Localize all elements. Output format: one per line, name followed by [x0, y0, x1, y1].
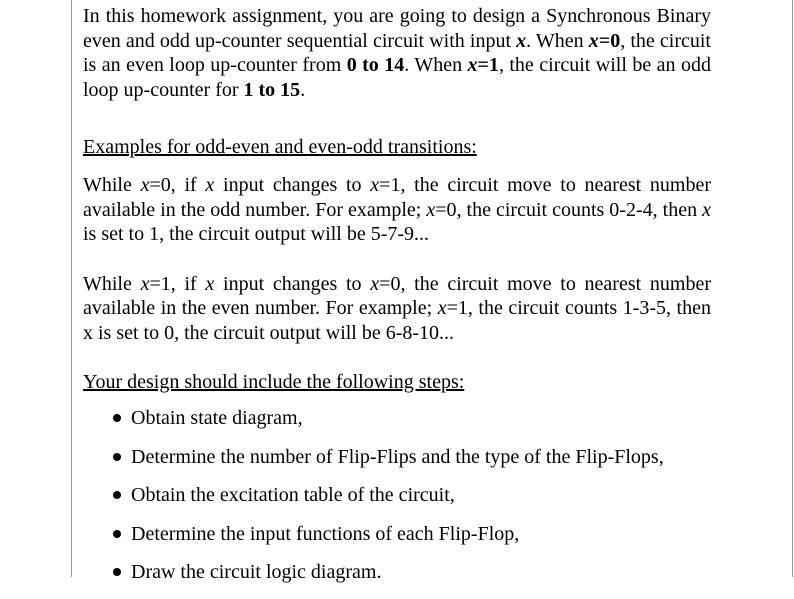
- step-text: Obtain state diagram,: [131, 407, 303, 429]
- bullet-icon: [113, 568, 121, 576]
- variable-x: x: [437, 297, 447, 319]
- odd-range: 1 to 15: [243, 78, 301, 101]
- bullet-icon: [113, 453, 121, 461]
- intro-condition: =1: [477, 54, 499, 76]
- list-item: [83, 483, 711, 507]
- example-paragraph-odd: [83, 173, 711, 247]
- intro-text: .: [300, 78, 306, 101]
- variable-x: x: [370, 174, 380, 196]
- intro-text: . When: [526, 29, 589, 52]
- example-text: =0, the circuit move to nearest number available in the even number. For example;: [83, 272, 711, 319]
- step-text: Obtain the excitation table of the circuit,: [131, 484, 455, 506]
- list-item: [83, 445, 711, 469]
- example-text: =1, if: [149, 272, 206, 295]
- variable-x: x: [205, 174, 215, 196]
- examples-heading: Examples for odd-even and even-odd transitions:: [83, 136, 477, 158]
- bullet-icon: [113, 491, 121, 499]
- list-item: [83, 522, 711, 546]
- example-text: =1, the circuit counts 1-3-5, then x is set to 0, the circuit output will be 6-8-10...: [83, 297, 711, 344]
- document-body: [83, 4, 711, 599]
- variable-x: x: [426, 198, 436, 221]
- intro-text: . When: [404, 54, 468, 76]
- list-item: [83, 560, 711, 584]
- example-text: =0, the circuit counts 0-2-4, then: [435, 198, 703, 221]
- intro-paragraph: [83, 4, 711, 102]
- variable-x: x: [140, 174, 150, 196]
- bullet-icon: [113, 530, 121, 538]
- variable-x: x: [516, 29, 527, 52]
- variable-x: x: [467, 54, 478, 76]
- example-paragraph-even: [83, 272, 711, 346]
- steps-list: [83, 406, 711, 584]
- step-text: Determine the number of Flip-Flips and the type of the Flip-Flops,: [131, 445, 664, 468]
- example-text: While: [83, 174, 141, 196]
- example-text: =0, if: [149, 174, 206, 196]
- bullet-icon: [113, 414, 121, 422]
- intro-text: , the circuit is an even loop up-counter from: [83, 29, 711, 76]
- even-range: 0 to 14: [346, 54, 405, 76]
- variable-x: x: [140, 272, 150, 295]
- variable-x: x: [370, 272, 380, 295]
- variable-x: x: [205, 272, 215, 295]
- intro-text: , the circuit will be an odd loop up-counter for: [83, 54, 711, 101]
- step-text: Determine the input functions of each Flip-Flop,: [131, 522, 520, 545]
- example-text: input changes to: [214, 174, 371, 196]
- variable-x: x: [588, 29, 599, 52]
- list-item: [83, 406, 711, 430]
- step-text: Draw the circuit logic diagram.: [131, 561, 382, 583]
- example-text: is set to 1, the circuit output will be 5-7-9...: [83, 223, 430, 245]
- example-text: While: [83, 272, 141, 295]
- intro-condition: =0: [598, 29, 621, 52]
- variable-x: x: [702, 198, 711, 221]
- example-text: =1, the circuit move to nearest number available in the odd number. For example;: [83, 174, 711, 221]
- steps-heading: Your design should include the following steps:: [83, 371, 465, 393]
- example-text: input changes to: [214, 272, 371, 295]
- intro-text: In this homework assignment, you are going to design a Synchronous Binary even and odd up-counter sequential circuit with input: [83, 5, 711, 52]
